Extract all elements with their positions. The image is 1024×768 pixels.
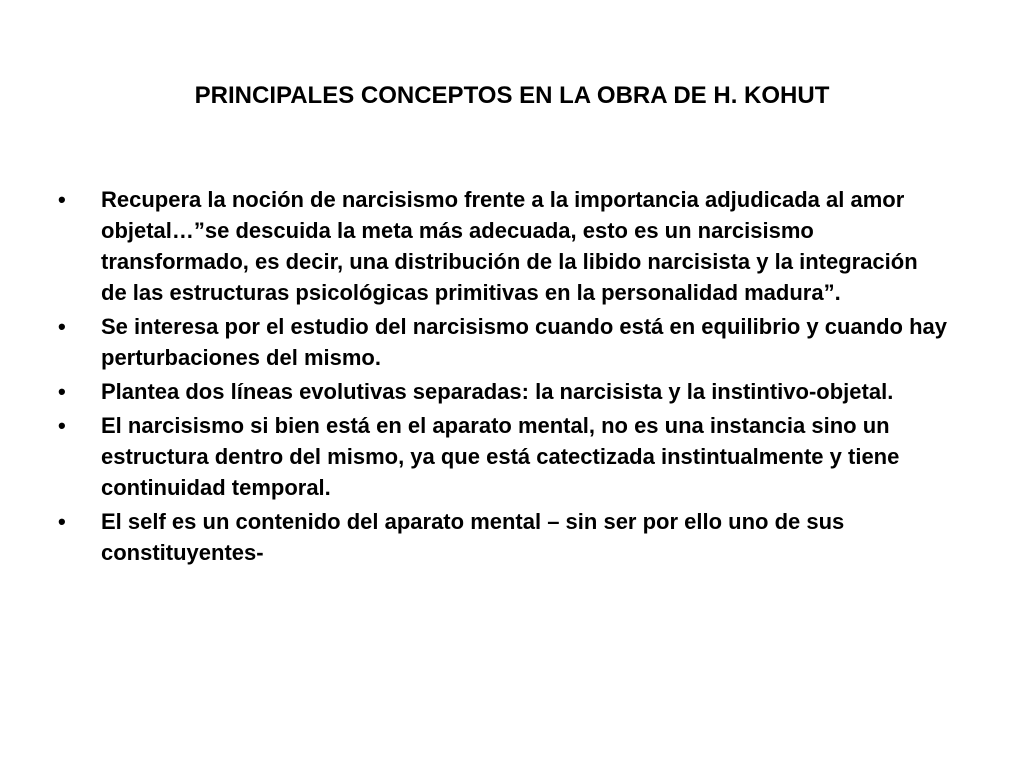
- bullet-text: El narcisismo si bien está en el aparato mental, no es una instancia sino un estructura dentro del mismo, ya que está catectizada instintualmente y tiene continuidad temporal.: [101, 413, 900, 500]
- bullet-text: El self es un contenido del aparato mental – sin ser por ello uno de sus constituyentes-: [101, 509, 845, 565]
- bullet-item: [58, 184, 948, 308]
- bullet-item: [58, 376, 948, 407]
- bullet-icon: •: [58, 413, 66, 438]
- bullet-icon: •: [58, 314, 66, 339]
- bullet-text: Se interesa por el estudio del narcisismo cuando está en equilibrio y cuando hay perturbaciones del mismo.: [101, 314, 948, 370]
- bullet-list: [58, 184, 948, 571]
- bullet-icon: •: [58, 379, 66, 404]
- bullet-item: [58, 410, 948, 503]
- bullet-icon: •: [58, 509, 66, 534]
- bullet-icon: •: [58, 187, 66, 212]
- slide-title: PRINCIPALES CONCEPTOS EN LA OBRA DE H. KOHUT: [194, 82, 830, 109]
- bullet-item: [58, 506, 948, 568]
- bullet-item: [58, 311, 948, 373]
- bullet-text: Plantea dos líneas evolutivas separadas: la narcisista y la instintivo-objetal.: [101, 379, 894, 404]
- bullet-text: Recupera la noción de narcisismo frente a la importancia adjudicada al amor objetal…”se descuida la meta más adecuada, esto es un narcisismo transformado, es decir, una distribución de la libido narcisista y la integración de las estructuras psicológicas primitivas en la personalidad madura”.: [101, 187, 918, 305]
